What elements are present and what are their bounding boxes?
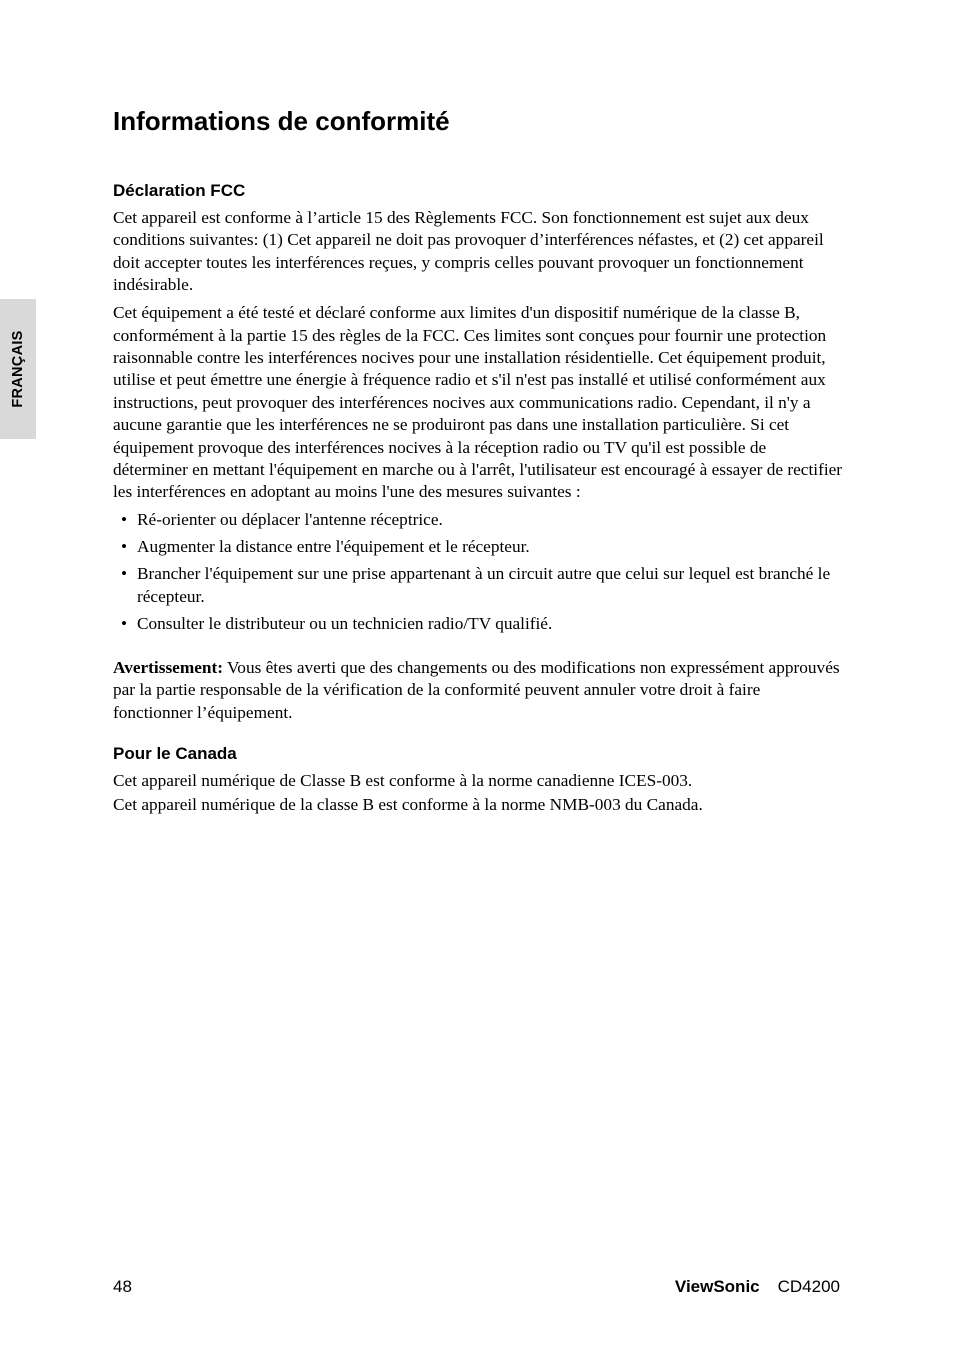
fcc-measures-list (113, 509, 843, 635)
canada-heading: Pour le Canada (113, 744, 237, 764)
warning-text: Vous êtes averti que des changements ou des modifications non expressément approuvés par la partie responsable de la vérification de la conformité peuvent annuler votre droit à faire fonctionner l’équipement. (113, 657, 840, 722)
model-name: CD4200 (777, 1277, 840, 1296)
list-item: • Ré-orienter ou déplacer l'antenne réceptrice. (113, 509, 843, 531)
canada-line-2: Cet appareil numérique de la classe B est conforme à la norme NMB-003 du Canada. (113, 794, 703, 814)
list-item: • Consulter le distributeur ou un technicien radio/TV qualifié. (113, 613, 843, 635)
language-tab (0, 299, 36, 439)
warning-label: Avertissement: (113, 657, 224, 677)
fcc-paragraph-2: Cet équipement a été testé et déclaré conforme aux limites d'un dispositif numérique de la classe B, conformément à la partie 15 des règles de la FCC. Ces limites sont conçues pour fournir une protection raisonnable contre les interférences nocives pour une installation résidentielle. Cet équipement produit, utilise et peut émettre une énergie à fréquence radio et s'il n'est pas installé et utilisé conformément aux instructions, peut provoquer des interférences nocives aux communications radio. Cependant, il n'y a aucune garantie que les interférences ne se produiront pas dans une installation particulière. Si cet équipement provoque des interférences nocives à la réception radio ou TV qu'il est possible de déterminer en mettant l'équipement en marche ou à l'arrêt, l'utilisateur est encouragé à essayer de rectifier les interférences en adoptant au moins l'une des mesures suivantes : (113, 303, 843, 502)
language-tab-label: FRANÇAIS (10, 330, 26, 408)
canada-line-1: Cet appareil numérique de Classe B est conforme à la norme canadienne ICES-003. (113, 771, 693, 791)
warning-paragraph (113, 657, 843, 724)
footer-brand-model (675, 1276, 840, 1298)
fcc-heading: Déclaration FCC (113, 181, 246, 200)
list-item: • Brancher l'équipement sur une prise appartenant à un circuit autre que celui sur lequel est branché le récepteur. (113, 563, 843, 608)
page-content (113, 105, 843, 822)
list-item: • Augmenter la distance entre l'équipement et le récepteur. (113, 536, 843, 558)
page-title: Informations de conformité (113, 106, 450, 136)
fcc-paragraph-1: Cet appareil est conforme à l’article 15 des Règlements FCC. Son fonctionnement est sujet aux deux conditions suivantes: (1) Cet appareil ne doit pas provoquer d’interférences néfastes, et (2) cet appareil doit accepter toutes les interférences reçues, y compris celles pouvant provoquer un fonctionnement indésirable. (113, 208, 824, 295)
brand-name: ViewSonic (674, 1277, 760, 1296)
page-number: 48 (113, 1277, 132, 1296)
